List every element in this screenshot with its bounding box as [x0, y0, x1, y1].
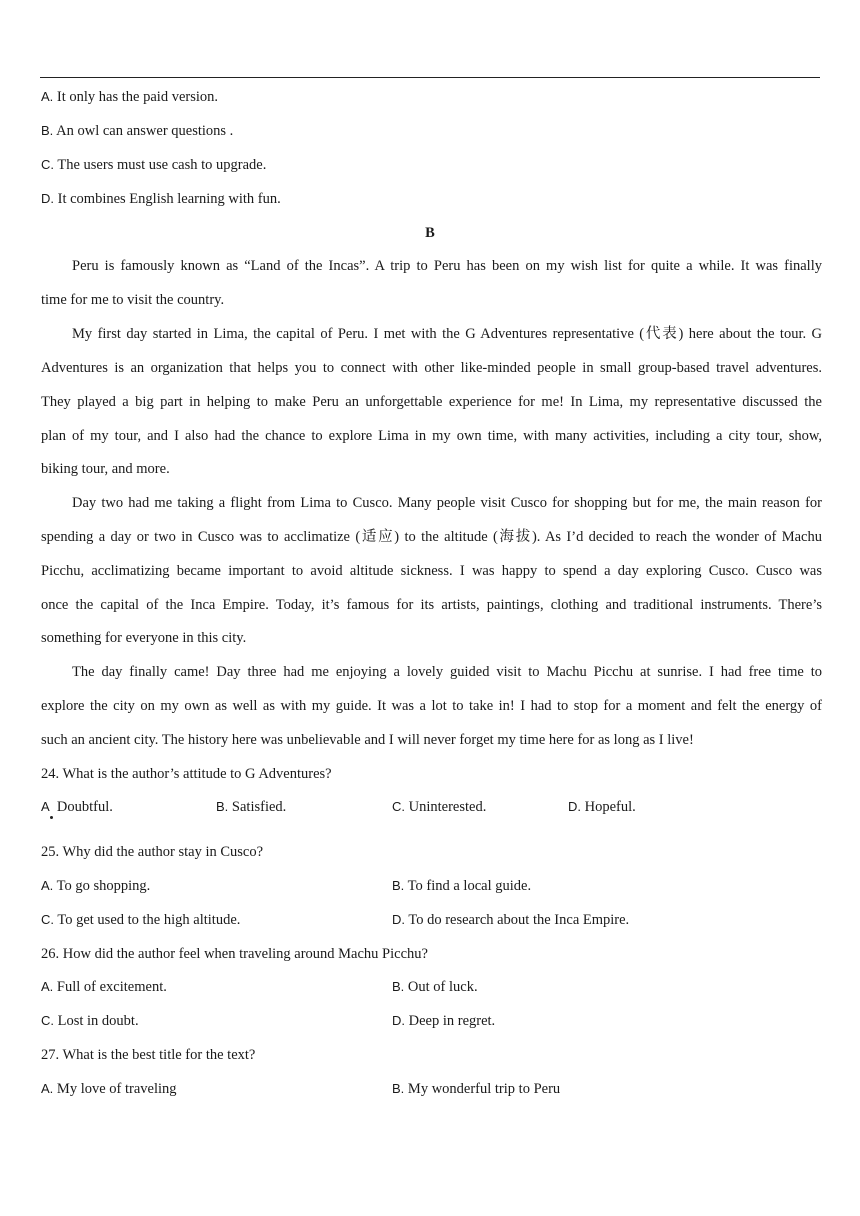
section-heading: B [425, 225, 435, 241]
q24-option-a: A Doubtful. [41, 799, 113, 815]
passage-line: something for everyone in this city. [41, 630, 247, 646]
question-27-stem: 27. What is the best title for the text? [41, 1047, 256, 1063]
q25-option-c: C. To get used to the high altitude. [41, 912, 241, 928]
q24-option-c: C. Uninterested. [392, 799, 487, 815]
q27-option-a: A. My love of traveling [41, 1081, 177, 1097]
q25-option-b: B. To find a local guide. [392, 878, 532, 894]
q24-option-d: D. Hopeful. [568, 799, 636, 815]
q27-option-b: B. My wonderful trip to Peru [392, 1081, 561, 1097]
q26-option-c: C. Lost in doubt. [41, 1013, 139, 1029]
passage-line: The day finally came! Day three had me enjoying a lovely guided visit to Machu Picchu at sunrise. I had free time to [72, 664, 822, 680]
passage-line: Peru is famously known as “Land of the Incas”. A trip to Peru has been on my wish list for quite a while. It was finally [72, 258, 822, 274]
option-b: B. An owl can answer questions . [41, 123, 234, 139]
q24-option-b: B. Satisfied. [216, 799, 287, 815]
top-divider [40, 77, 820, 78]
passage-line: plan of my tour, and I also had the chance to explore Lima in my own time, with many activities, including a city tour, show, [41, 428, 822, 444]
option-d: D. It combines English learning with fun. [41, 191, 281, 207]
passage-line: such an ancient city. The history here was unbelievable and I will never forget my time here for as long as I live! [41, 732, 694, 748]
passage-line: time for me to visit the country. [41, 292, 225, 308]
passage-line: once the capital of the Inca Empire. Today, it’s famous for its artists, paintings, clothing and traditional instruments. There’s [41, 597, 822, 613]
option-a: A. It only has the paid version. [41, 89, 219, 105]
question-24-stem: 24. What is the author’s attitude to G Adventures? [41, 766, 332, 782]
q26-option-a: A. Full of excitement. [41, 979, 167, 995]
q25-option-d: D. To do research about the Inca Empire. [392, 912, 630, 928]
passage-line: They played a big part in helping to make Peru an unforgettable experience for me! In Lima, my representative discussed the [41, 394, 822, 410]
q26-option-b: B. Out of luck. [392, 979, 478, 995]
passage-line: biking tour, and more. [41, 461, 170, 477]
passage-line: Adventures is an organization that helps you to connect with other like-minded people in small group-based travel adventures. [41, 360, 822, 376]
passage-line: spending a day or two in Cusco was to acclimatize (适应) to the altitude (海拔). As I’d decided to reach the wonder of Machu [41, 529, 822, 545]
passage-line: Day two had me taking a flight from Lima to Cusco. Many people visit Cusco for shopping but for me, the main reason for [72, 495, 822, 511]
q26-option-d: D. Deep in regret. [392, 1013, 496, 1029]
passage-line: explore the city on my own as well as with my guide. It was a lot to take in! I had to stop for a moment and felt the energy of [41, 698, 822, 714]
question-26-stem: 26. How did the author feel when traveling around Machu Picchu? [41, 946, 428, 962]
passage-line: My first day started in Lima, the capital of Peru. I met with the G Adventures representative (代表) here about the tour. G [72, 326, 822, 342]
q25-option-a: A. To go shopping. [41, 878, 151, 894]
passage-line: Picchu, acclimatizing became important to avoid altitude sickness. I was happy to spend a day exploring Cusco. Cusco was [41, 563, 822, 579]
stray-dot [50, 816, 53, 819]
option-c: C. The users must use cash to upgrade. [41, 157, 267, 173]
question-25-stem: 25. Why did the author stay in Cusco? [41, 844, 264, 860]
